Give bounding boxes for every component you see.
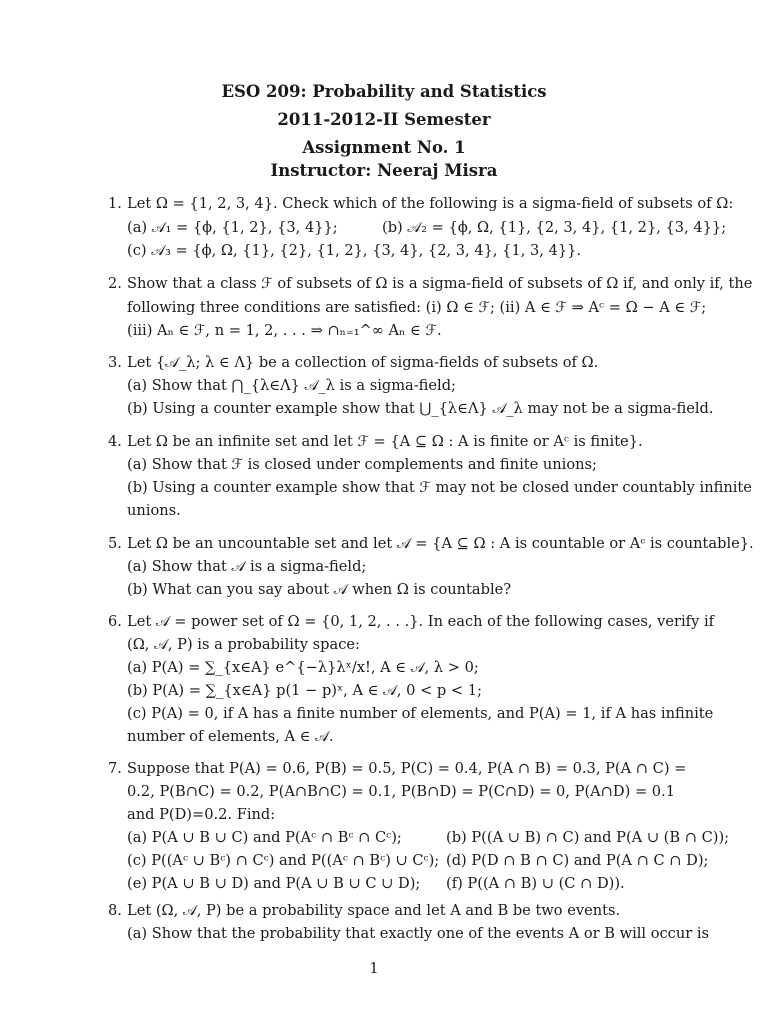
- problem-line: (a) P(A ∪ B ∪ C) and P(Aᶜ ∩ Bᶜ ∩ Cᶜ);: [127, 829, 402, 846]
- problem-line: Let 𝒜 = power set of Ω = {0, 1, 2, . . .}. In each of the following cases, verify if: [127, 613, 715, 630]
- problem-line: unions.: [127, 502, 181, 519]
- course-title: ESO 209: Probability and Statistics: [221, 82, 547, 101]
- problem-number: 3.: [108, 354, 122, 371]
- problem-line: (iii) Aₙ ∈ ℱ, n = 1, 2, . . . ⇒ ∩ₙ₌₁^∞ Aₙ ∈ ℱ.: [127, 322, 442, 339]
- problem-number: 5.: [108, 535, 122, 552]
- problem-line: (a) Show that 𝒜 is a sigma-field;: [127, 558, 367, 575]
- problem-number: 4.: [108, 433, 122, 450]
- problem-line: Suppose that P(A) = 0.6, P(B) = 0.5, P(C) = 0.4, P(A ∩ B) = 0.3, P(A ∩ C) =: [127, 760, 687, 777]
- problem-line: (b) Using a counter example show that ⋃_{λ∈Λ} 𝒜_λ may not be a sigma-field.: [127, 400, 714, 417]
- problem-line: Let {𝒜_λ; λ ∈ Λ} be a collection of sigma-fields of subsets of Ω.: [127, 354, 599, 371]
- page-number: 1: [369, 960, 379, 977]
- problem-line: number of elements, A ∈ 𝒜.: [127, 728, 334, 745]
- problem-line: (a) Show that the probability that exactly one of the events A or B will occur is: [127, 925, 710, 942]
- semester-title: 2011-2012-II Semester: [277, 110, 491, 129]
- problem-number: 6.: [108, 613, 122, 630]
- problem-line: 0.2, P(B∩C) = 0.2, P(A∩B∩C) = 0.1, P(B∩D) = P(C∩D) = 0, P(A∩D) = 0.1: [127, 783, 676, 800]
- problem-line: Let (Ω, 𝒜, P) be a probability space and let A and B be two events.: [127, 902, 621, 919]
- problem-line: (b) P(A) = ∑_{x∈A} p(1 − p)ˣ, A ∈ 𝒜, 0 < p < 1;: [127, 682, 482, 699]
- problem-line: (Ω, 𝒜, P) is a probability space:: [127, 636, 360, 653]
- problem-line: (c) P((Aᶜ ∪ Bᶜ) ∩ Cᶜ) and P((Aᶜ ∩ Bᶜ) ∪ Cᶜ);: [127, 852, 440, 869]
- problem-number: 1.: [108, 195, 122, 212]
- problem-line: Let Ω be an infinite set and let ℱ = {A ⊆ Ω : A is finite or Aᶜ is finite}.: [127, 433, 643, 450]
- assignment-title: Assignment No. 1: [302, 138, 466, 157]
- problem-number: 2.: [108, 275, 122, 292]
- problem-line: and P(D)=0.2. Find:: [127, 806, 276, 823]
- problem-line: (c) 𝒜₃ = {ϕ, Ω, {1}, {2}, {1, 2}, {3, 4}, {2, 3, 4}, {1, 3, 4}}.: [127, 242, 582, 259]
- problem-line: (a) 𝒜₁ = {ϕ, {1, 2}, {3, 4}};: [127, 219, 338, 236]
- problem-number: 8.: [108, 902, 122, 919]
- problem-line-col2: (d) P(D ∩ B ∩ C) and P(A ∩ C ∩ D);: [446, 852, 709, 869]
- problem-line: Let Ω = {1, 2, 3, 4}. Check which of the following is a sigma-field of subsets of Ω:: [127, 195, 734, 212]
- problem-line: (b) What can you say about 𝒜 when Ω is countable?: [127, 581, 512, 598]
- problem-line-col2: (f) P((A ∩ B) ∪ (C ∩ D)).: [446, 875, 625, 892]
- problem-line: (a) Show that ℱ is closed under complements and finite unions;: [127, 456, 597, 473]
- problem-line: (e) P(A ∪ B ∪ D) and P(A ∪ B ∪ C ∪ D);: [127, 875, 421, 892]
- problem-line: following three conditions are satisfied: (i) Ω ∈ ℱ; (ii) A ∈ ℱ ⇒ Aᶜ = Ω − A ∈ ℱ;: [127, 299, 707, 316]
- problem-line: Show that a class ℱ of subsets of Ω is a sigma-field of subsets of Ω if, and only if, the: [127, 275, 753, 292]
- problem-line: (c) P(A) = 0, if A has a finite number of elements, and P(A) = 1, if A has infinite: [127, 705, 714, 722]
- problem-line: (b) Using a counter example show that ℱ may not be closed under countably infinite: [127, 479, 752, 496]
- instructor-title: Instructor: Neeraj Misra: [270, 161, 498, 180]
- problem-line-col2: (b) P((A ∪ B) ∩ C) and P(A ∪ (B ∩ C));: [446, 829, 730, 846]
- problem-line: Let Ω be an uncountable set and let 𝒜 = {A ⊆ Ω : A is countable or Aᶜ is countable}.: [127, 535, 754, 552]
- problem-line: (a) P(A) = ∑_{x∈A} e^{−λ}λˣ/x!, A ∈ 𝒜, λ > 0;: [127, 659, 479, 676]
- problem-line: (a) Show that ⋂_{λ∈Λ} 𝒜_λ is a sigma-field;: [127, 377, 456, 394]
- problem-line-col2: (b) 𝒜₂ = {ϕ, Ω, {1}, {2, 3, 4}, {1, 2}, {3, 4}};: [382, 219, 727, 236]
- problem-number: 7.: [108, 760, 122, 777]
